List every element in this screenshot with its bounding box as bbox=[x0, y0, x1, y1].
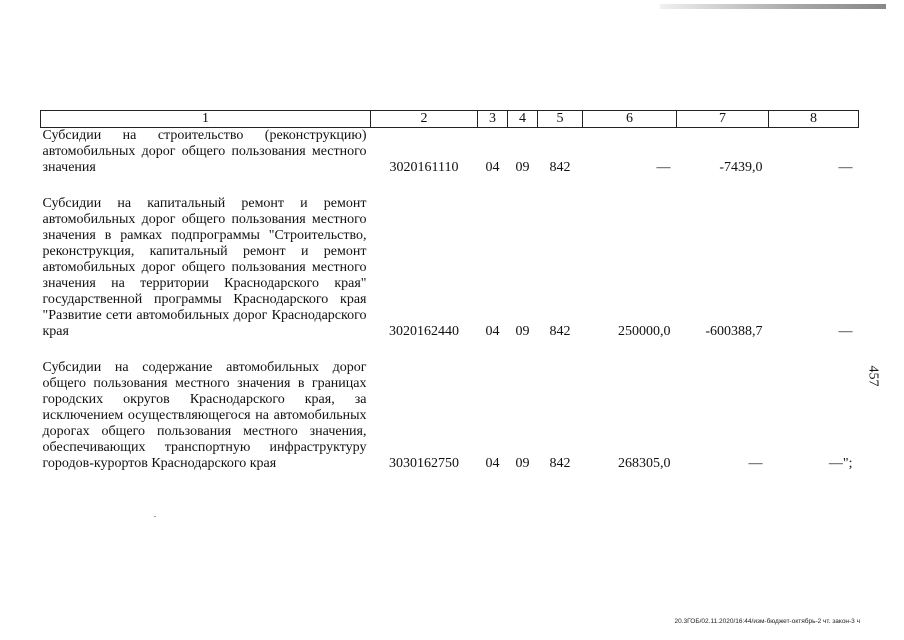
row-col6: 268305,0 bbox=[618, 456, 671, 471]
row-name: Субсидии на капитальный ремонт и ремонт автомобильных дорог общего пользования местного значения в рамках подпрограммы "Строительство, реконструкция, капитальный ремонт и ремонт автомобильных дорог общего пользования местного значения на территории Краснодарского края" государственной программы Краснодарского края "Развитие сети автомобильных дорог Краснодарского края bbox=[42, 196, 367, 339]
row-subsection: 09 bbox=[515, 324, 530, 339]
column-header: 2 bbox=[371, 111, 478, 128]
column-header: 1 bbox=[41, 111, 371, 128]
row-code: 3020161110 bbox=[389, 160, 459, 175]
row-ministry: 842 bbox=[549, 456, 571, 471]
row-code: 3030162750 bbox=[389, 456, 459, 471]
column-number-header bbox=[41, 111, 859, 128]
table-row bbox=[41, 360, 859, 472]
row-ministry: 842 bbox=[549, 160, 571, 175]
column-header: 5 bbox=[538, 111, 583, 128]
row-section: 04 bbox=[485, 456, 500, 471]
row-name: Субсидии на строительство (реконструкцию) автомобильных дорог общего пользования местного значения bbox=[42, 128, 367, 175]
column-header: 8 bbox=[769, 111, 859, 128]
row-subsection: 09 bbox=[515, 160, 530, 175]
table-row bbox=[41, 196, 859, 340]
scan-edge-mark bbox=[660, 4, 886, 9]
row-col8: — bbox=[838, 160, 853, 175]
row-subsection: 09 bbox=[515, 456, 530, 471]
row-section: 04 bbox=[485, 160, 500, 175]
column-header: 6 bbox=[583, 111, 677, 128]
column-header: 4 bbox=[508, 111, 538, 128]
row-col8: —"; bbox=[828, 456, 853, 471]
row-name: Субсидии на содержание автомобильных дорог общего пользования местного значения в границах городских округов Краснодарского края, за исключением осуществляющегося на автомобильных дорогах общего пользования местного значения, обеспечивающих транспортную инфраструктуру городов-курортов Краснодарского края bbox=[42, 360, 367, 471]
row-ministry: 842 bbox=[549, 324, 571, 339]
page-number: 457 bbox=[865, 365, 881, 387]
row-col7: -7439,0 bbox=[719, 160, 763, 175]
scan-speck bbox=[154, 516, 156, 517]
row-col8: — bbox=[838, 324, 853, 339]
row-code: 3020162440 bbox=[389, 324, 459, 339]
row-spacer bbox=[41, 340, 859, 360]
row-spacer bbox=[41, 176, 859, 196]
table-row bbox=[41, 128, 859, 177]
document-footer: 20.3ГОБ/02.11.2020/16:44/изм-бюджет-октябрь-2 чт. закон-3 ч bbox=[674, 618, 860, 625]
column-header: 7 bbox=[677, 111, 769, 128]
budget-table bbox=[40, 110, 859, 472]
column-header: 3 bbox=[478, 111, 508, 128]
row-section: 04 bbox=[485, 324, 500, 339]
row-col6: — bbox=[656, 160, 671, 175]
row-col7: — bbox=[748, 456, 763, 471]
row-col7: -600388,7 bbox=[705, 324, 763, 339]
row-col6: 250000,0 bbox=[618, 324, 671, 339]
